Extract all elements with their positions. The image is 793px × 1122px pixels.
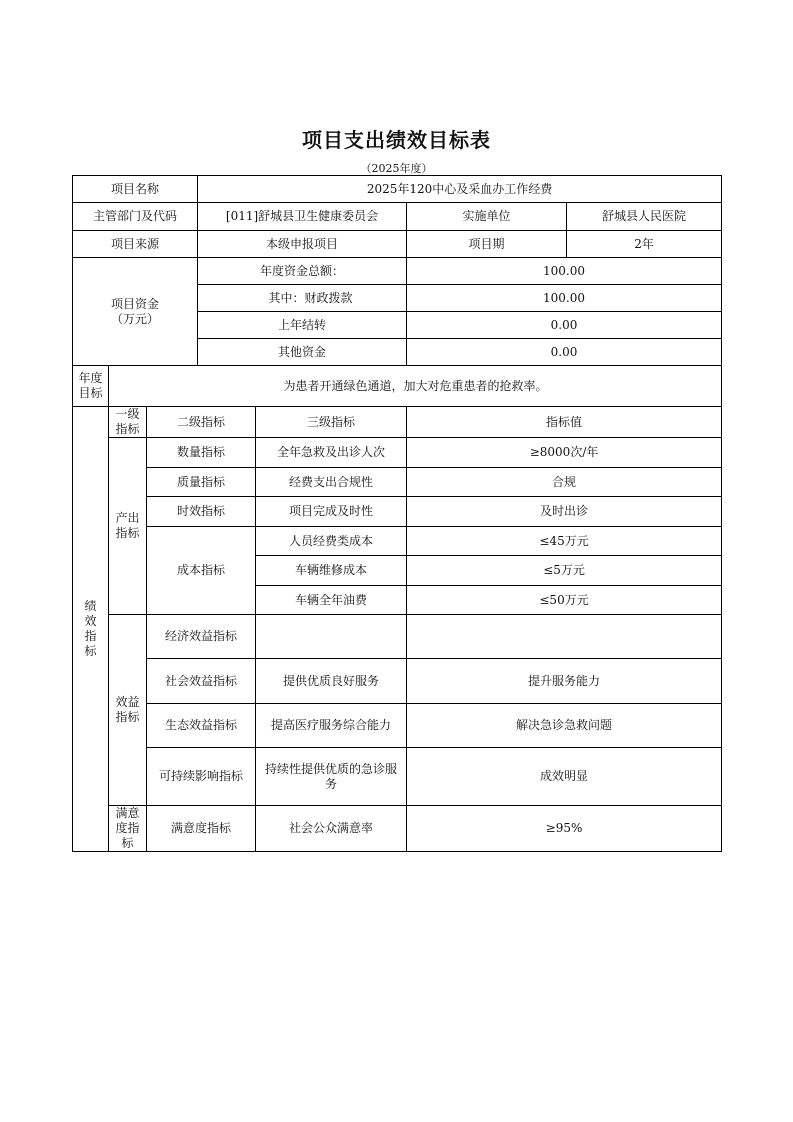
table-row (73, 748, 722, 806)
table-row (73, 176, 722, 203)
cost-indicator: 成本指标 (147, 527, 256, 615)
satisfaction-indicator: 满意度指标 (147, 806, 256, 852)
sustainable-value: 成效明显 (407, 748, 722, 806)
table-row (73, 527, 722, 556)
quantity-level3: 全年急救及出诊人次 (256, 438, 407, 468)
table-row (73, 203, 722, 231)
timeliness-indicator: 时效指标 (147, 497, 256, 527)
cost1-level3: 人员经费类成本 (256, 527, 407, 556)
funds-fiscal-label: 其中：财政拨款 (198, 285, 407, 312)
header-level1: 一级 指标 (109, 407, 147, 438)
dept-value: [011]舒城县卫生健康委员会 (198, 203, 407, 231)
project-name-value: 2025年120中心及采血办工作经费 (198, 176, 722, 203)
output-indicators-label: 产出 指标 (109, 438, 147, 615)
cost2-value: ≤5万元 (407, 556, 722, 586)
table-row (73, 366, 722, 407)
funds-carryover-value: 0.00 (407, 312, 722, 339)
quantity-indicator: 数量指标 (147, 438, 256, 468)
quality-value: 合规 (407, 468, 722, 497)
header-level3: 三级指标 (256, 407, 407, 438)
table-row (73, 806, 722, 852)
table-row (73, 497, 722, 527)
table-row (73, 258, 722, 285)
sustainable-level3: 持续性提供优质的急诊服务 (256, 748, 407, 806)
table-row (73, 231, 722, 258)
economic-value (407, 615, 722, 659)
impl-unit-label: 实施单位 (407, 203, 567, 231)
source-label: 项目来源 (73, 231, 198, 258)
timeliness-level3: 项目完成及时性 (256, 497, 407, 527)
timeliness-value: 及时出诊 (407, 497, 722, 527)
annual-goal-label: 年度 目标 (73, 366, 109, 407)
quality-indicator: 质量指标 (147, 468, 256, 497)
funds-fiscal-value: 100.00 (407, 285, 722, 312)
benefit-indicators-label: 效益 指标 (109, 615, 147, 806)
period-value: 2年 (567, 231, 722, 258)
header-level2: 二级指标 (147, 407, 256, 438)
dept-label: 主管部门及代码 (73, 203, 198, 231)
social-indicator: 社会效益指标 (147, 659, 256, 704)
source-value: 本级申报项目 (198, 231, 407, 258)
page-title: 项目支出绩效目标表 (302, 128, 491, 152)
social-value: 提升服务能力 (407, 659, 722, 704)
economic-level3 (256, 615, 407, 659)
satisfaction-level3: 社会公众满意率 (256, 806, 407, 852)
sustainable-indicator: 可持续影响指标 (147, 748, 256, 806)
cost1-value: ≤45万元 (407, 527, 722, 556)
quantity-value: ≥8000次/年 (407, 438, 722, 468)
table-row (73, 438, 722, 468)
period-label: 项目期 (407, 231, 567, 258)
funds-label: 项目资金 （万元） (73, 258, 198, 366)
table-row (73, 659, 722, 704)
table-row (73, 615, 722, 659)
ecological-level3: 提高医疗服务综合能力 (256, 704, 407, 748)
funds-carryover-label: 上年结转 (198, 312, 407, 339)
ecological-value: 解决急诊急救问题 (407, 704, 722, 748)
social-level3: 提供优质良好服务 (256, 659, 407, 704)
project-name-label: 项目名称 (73, 176, 198, 203)
cost2-level3: 车辆维修成本 (256, 556, 407, 586)
performance-table (72, 175, 722, 852)
funds-other-value: 0.00 (407, 339, 722, 366)
table-row (73, 468, 722, 497)
cost3-value: ≤50万元 (407, 586, 722, 615)
header-value: 指标值 (407, 407, 722, 438)
economic-indicator: 经济效益指标 (147, 615, 256, 659)
cost3-level3: 车辆全年油费 (256, 586, 407, 615)
satisfaction-indicators-label: 满意 度指 标 (109, 806, 147, 852)
funds-other-label: 其他资金 (198, 339, 407, 366)
ecological-indicator: 生态效益指标 (147, 704, 256, 748)
funds-total-value: 100.00 (407, 258, 722, 285)
annual-goal-text: 为患者开通绿色通道，加大对危重患者的抢救率。 (109, 366, 722, 407)
year-label: （2025年度） (360, 162, 433, 175)
quality-level3: 经费支出合规性 (256, 468, 407, 497)
satisfaction-value: ≥95% (407, 806, 722, 852)
funds-total-label: 年度资金总额： (198, 258, 407, 285)
performance-indicators-label: 绩 效 指 标 (73, 407, 109, 852)
table-row (73, 704, 722, 748)
table-row (73, 407, 722, 438)
impl-unit-value: 舒城县人民医院 (567, 203, 722, 231)
